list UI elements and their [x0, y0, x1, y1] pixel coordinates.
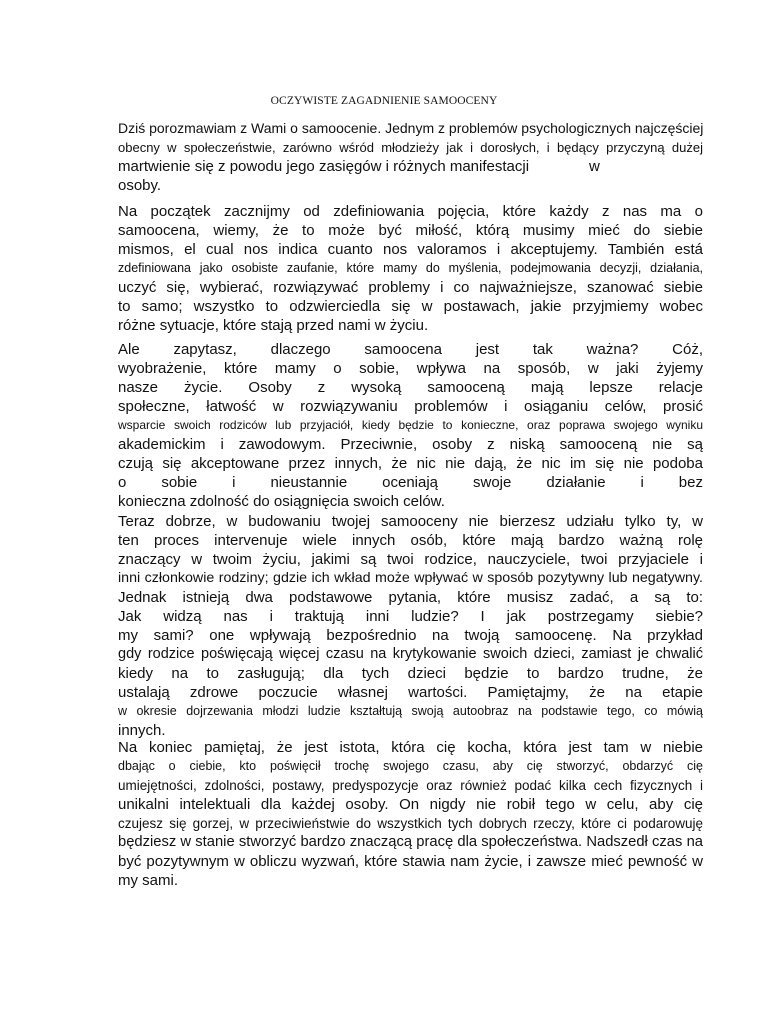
text-line: osoby.: [118, 177, 162, 194]
text-line: ten proces intervenuje wiele innych osób, które mają bardzo ważną rolę: [118, 532, 703, 549]
text-line: my sami? one wpływają bezpośrednio na twoją samoocenę. Na przykład: [118, 627, 703, 644]
text-line: społeczne, łatwość w rozwiązywaniu problemów i osiąganiu celów, prosić: [118, 398, 703, 415]
text-line: uczyć się, wybierać, rozwiązywać problemy i co najważniejsze, szanować siebie: [118, 279, 703, 296]
text-line: inni członkowie rodziny; gdzie ich wkład może wpływać w sposób pozytywny lub negatywny.: [118, 570, 703, 586]
text-line: czujesz się gorzej, w przeciwieństwie do wszystkich tych dobrych rzeczy, które ci podarowuję: [118, 816, 703, 831]
text-line: Na początek zacznijmy od zdefiniowania pojęcia, które każdy z nas ma o: [118, 203, 703, 220]
text-line: różne sytuacje, które stają przed nami w życiu.: [118, 317, 429, 334]
text-line: umiejętności, zdolności, postawy, predyspozycje oraz również podać kilka cech fizycznych i: [118, 778, 703, 793]
text-line: nasze życie. Osoby z wysoką samooceną mają lepsze relacje: [118, 379, 703, 396]
text-line: być pozytywnym w obliczu wyzwań, które stawia nam życie, i zawsze mieć pewność w: [118, 853, 703, 870]
text-line: Jednak istnieją dwa podstawowe pytania, które musisz zadać, a są to:: [118, 589, 703, 606]
text-line: [118, 157, 703, 176]
paragraph-2: [118, 202, 703, 335]
text-line: innych.: [118, 722, 166, 739]
text-line: mismos, el cual nos indica cuanto nos valoramos i akceptujemy. También está: [118, 241, 703, 258]
text-segment: w: [589, 158, 600, 175]
text-line: Teraz dobrze, w budowaniu twojej samooceny nie bierzesz udziału tylko ty, w: [118, 513, 703, 530]
text-line: wsparcie swoich rodziców lub przyjaciół, kiedy będzie to konieczne, oraz poprawa swojego wyniku: [118, 418, 703, 432]
text-line: konieczna zdolność do osiągnięcia swoich celów.: [118, 493, 445, 510]
text-line: Dziś porozmawiam z Wami o samoocenie. Jednym z problemów psychologicznych najczęściej: [118, 120, 704, 136]
text-line: wyobrażenie, które mamy o sobie, wpływa na sposób, w jaki żyjemy: [118, 360, 703, 377]
text-line: samoocena, wiemy, że to może być miłość, którą musimy mieć do siebie: [118, 222, 703, 239]
text-line: ustalają zdrowe poczucie własnej wartości. Pamiętajmy, że na etapie: [118, 684, 703, 701]
text-line: Jak widzą nas i traktują inni ludzie? I jak postrzegamy siebie?: [118, 608, 703, 625]
text-line: czują się akceptowane przez innych, że nic nie dają, że nic im się nie podoba: [118, 455, 703, 472]
text-line: będziesz w stanie stworzyć bardzo znaczącą pracę dla społeczeństwa. Nadszedł czas na: [118, 834, 703, 850]
text-line: o sobie i nieustannie oceniają swoje działanie i bez: [118, 474, 703, 491]
text-line: znaczący w twoim życiu, jakimi są twoi rodzice, nauczyciele, twoi przyjaciele i: [118, 551, 703, 568]
paragraph-3: [118, 340, 703, 511]
text-line: w okresie dojrzewania młodzi ludzie kształtują swoją autoobraz na podstawie tego, co mówią: [118, 704, 703, 718]
text-line: obecny w społeczeństwie, zarówno wśród młodzieży jak i dorosłych, i będący przyczyną dużej: [118, 140, 703, 155]
text-line: kiedy na to zasługują; dla tych dzieci będzie to bardzo trudne, że: [118, 665, 703, 682]
text-line: Na koniec pamiętaj, że jest istota, która cię kocha, która jest tam w niebie: [118, 739, 703, 756]
text-line: my sami.: [118, 872, 178, 889]
text-segment: martwienie się z powodu jego zasięgów i różnych manifestacji: [118, 158, 530, 175]
text-line: to samo; wszystko to odzwierciedla się w postawach, jakie przyjmiemy wobec: [118, 298, 703, 315]
text-line: Ale zapytasz, dlaczego samoocena jest tak ważna? Cóż,: [118, 341, 703, 358]
paragraph-5: [118, 738, 703, 890]
text-line: zdefiniowana jako osobiste zaufanie, które mamy do myślenia, podejmowania decyzji, działania,: [118, 261, 703, 275]
paragraph-4: [118, 512, 703, 740]
text-line: dbając o ciebie, kto poświęcił trochę swojego czasu, aby cię stworzyć, obdarzyć cię: [118, 759, 703, 773]
text-line: gdy rodzice poświęcają więcej czasu na krytykowanie swoich dzieci, zamiast je chwalić: [118, 646, 703, 662]
paragraph-1: [118, 119, 703, 195]
text-line: unikalni intelektuali dla każdej osoby. On nigdy nie robił tego w celu, aby cię: [118, 796, 703, 813]
text-line: akademickim i zawodowym. Przeciwnie, osoby z niską samooceną nie są: [118, 436, 703, 453]
document-title: OCZYWISTE ZAGADNIENIE SAMOOCENY: [270, 95, 498, 107]
